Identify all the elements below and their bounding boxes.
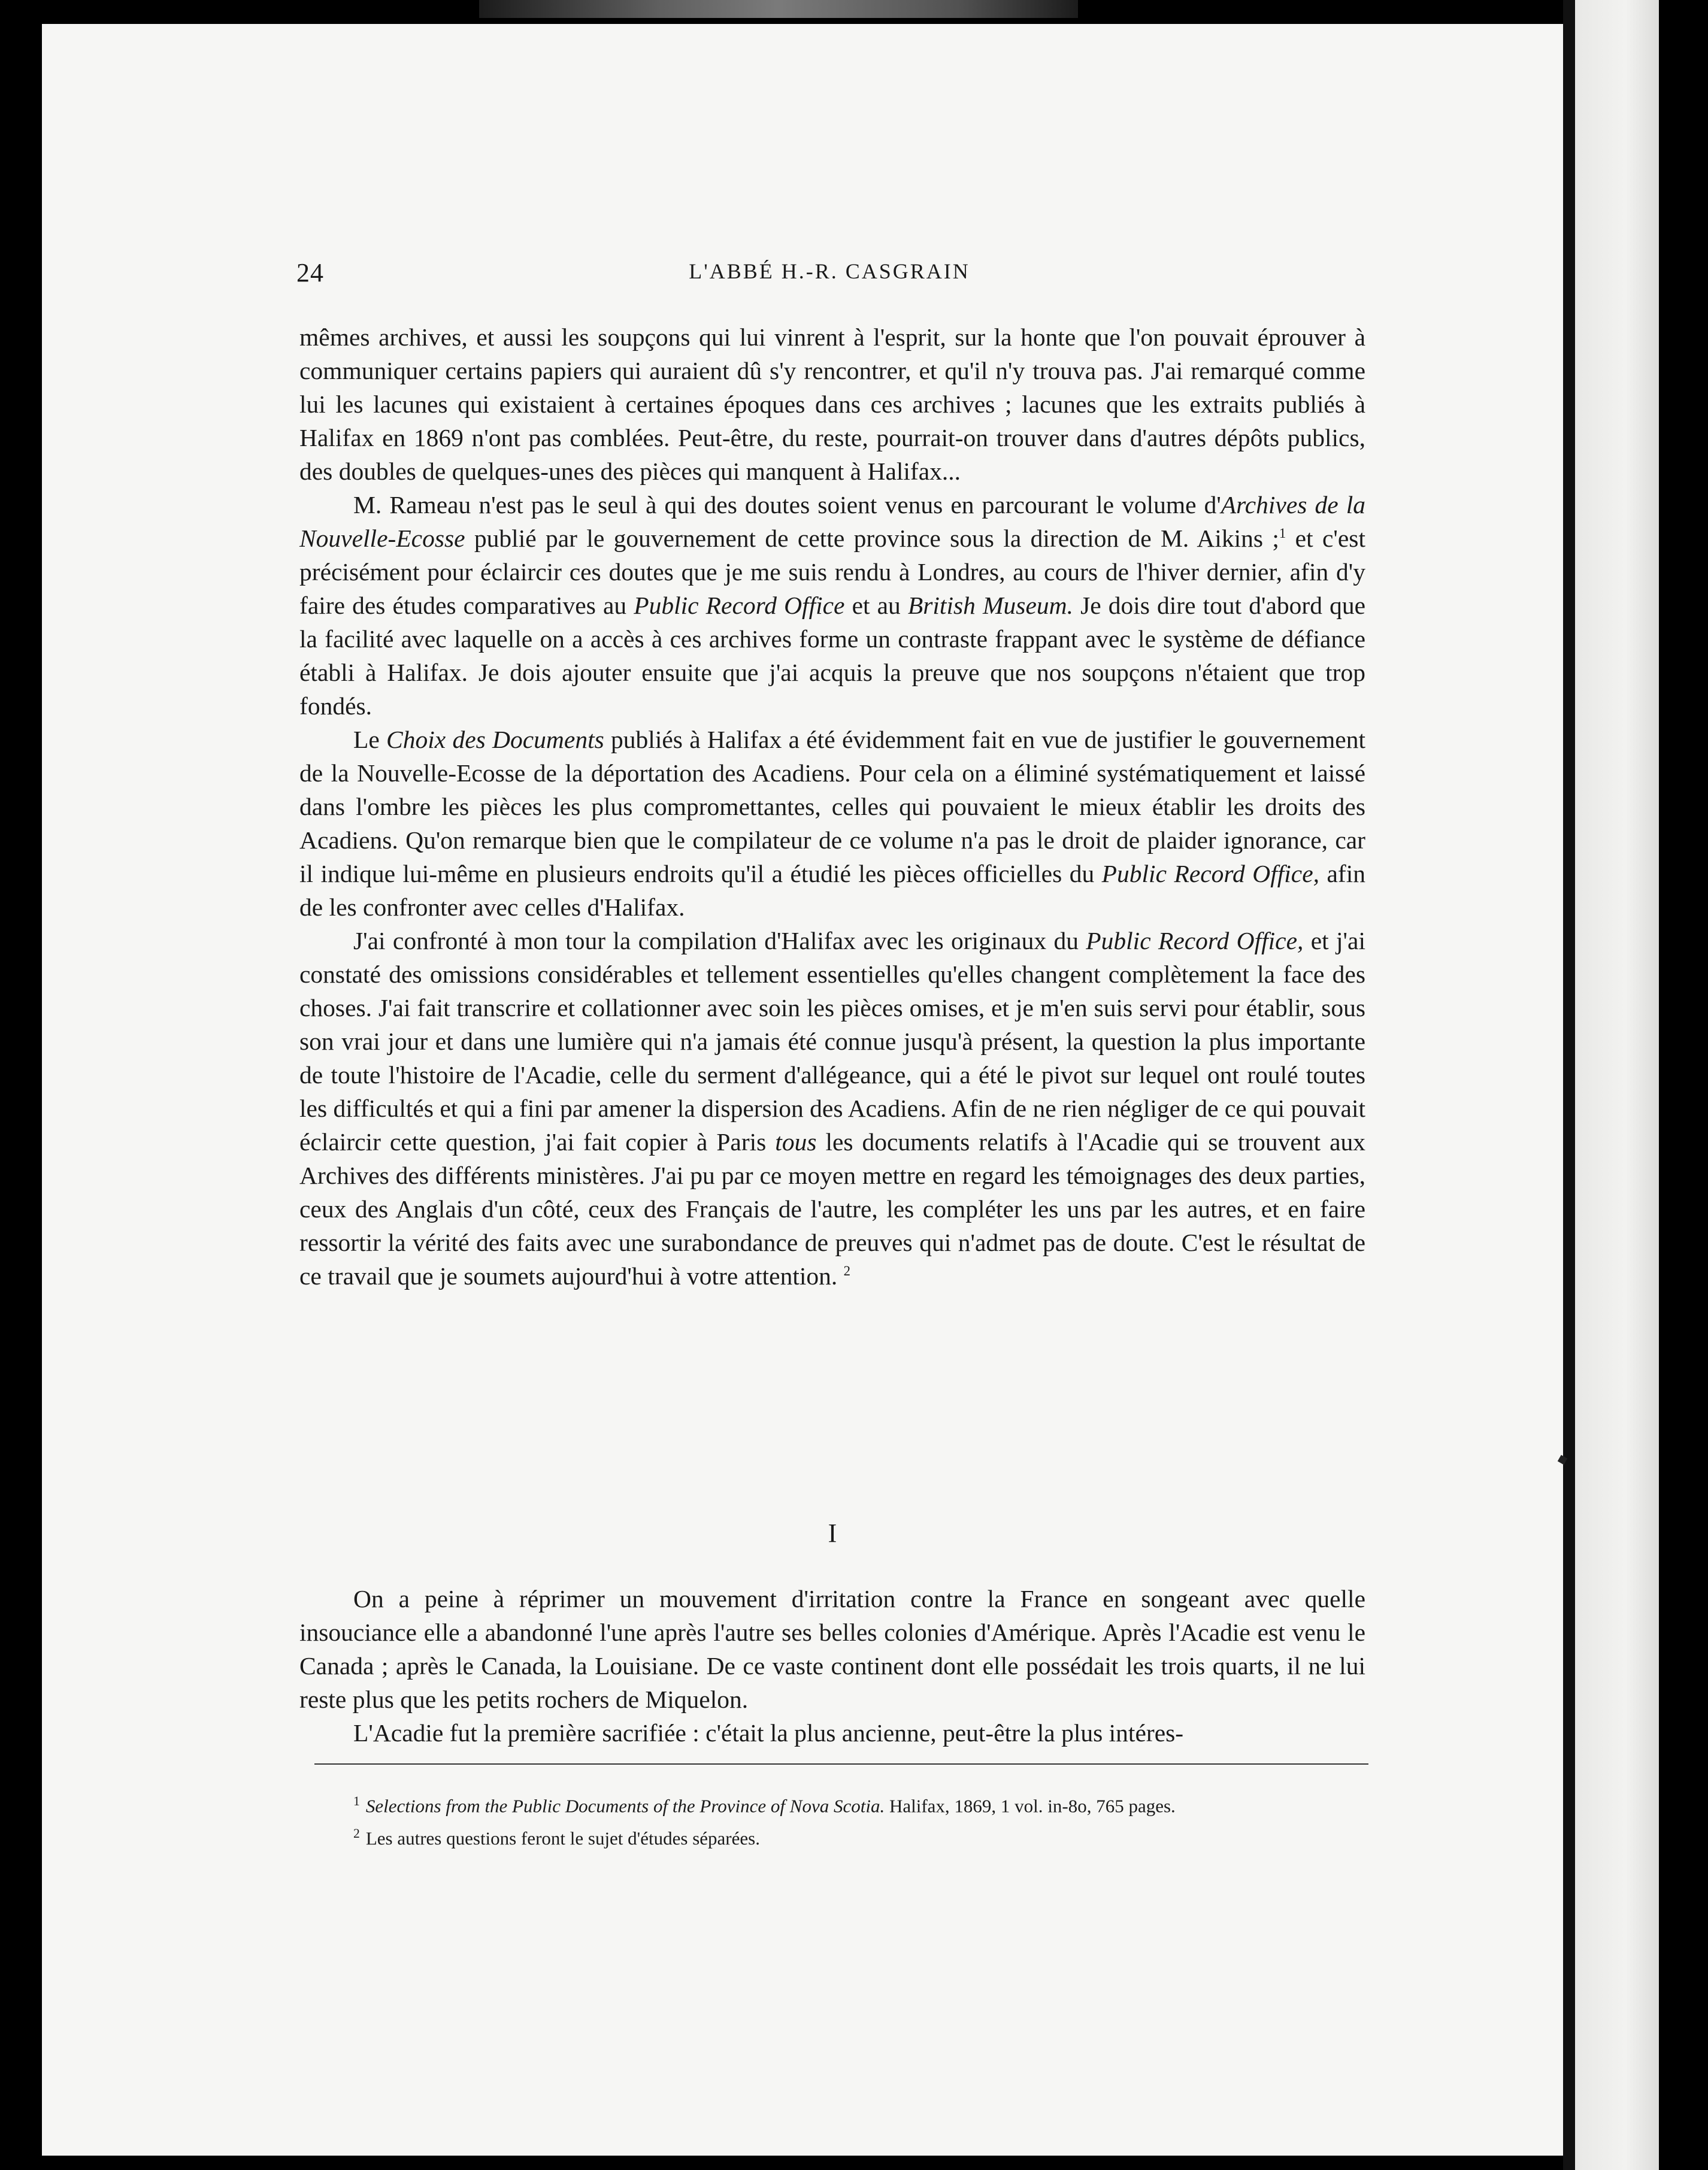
running-title: L'ABBÉ H.-R. CASGRAIN — [689, 259, 970, 283]
section-heading: I — [828, 1519, 837, 1548]
footnote-ref-2[interactable]: 2 — [843, 1263, 851, 1279]
footnote-2 — [353, 1820, 1371, 1852]
page-number: 24 — [296, 258, 324, 287]
footnotes — [353, 1787, 1371, 1853]
italic-title: Public Record Office, — [1101, 860, 1320, 887]
section-paragraph-2: L'Acadie fut la première sacrifiée : c'était la plus ancienne, peut-être la plus intéres- — [353, 1719, 1184, 1747]
main-text — [299, 320, 1365, 1293]
italic-title: Public Record Office, — [1086, 927, 1304, 954]
italic-title: Public Record Office — [634, 592, 845, 619]
section-text — [299, 1582, 1365, 1750]
text-run: les documents relatifs à l'Acadie qui se trouvent aux Archives des différents ministères. J'ai pu par ce moyen mettre en regard les témoignages des deux parties, ceux des Anglais d'un côté, ceux des Français de l'autre, les compléter les uns par les autres, et en faire ressortir la vérité des faits avec une surabondance de preuves qui n'admet pas de doute. C'est le résultat de ce travail que je soumets aujourd'hui à votre attention. — [299, 1128, 1366, 1290]
footnote-marker: 2 — [353, 1826, 360, 1841]
paragraph-1 — [299, 320, 1365, 488]
paragraph-3 — [299, 723, 1365, 924]
italic-word: tous — [775, 1128, 817, 1156]
paragraph-1-text: mêmes archives, et aussi les soupçons qui lui vinrent à l'esprit, sur la honte que l'on pouvait éprouver à communiquer certains papiers qui auraient dû s'y rencontrer, et qu'il n'y trouva pas. J'ai remarqué comme lui les lacunes qui existaient à certaines époques dans ces archives ; lacunes que les extraits publiés à Halifax en 1869 n'ont pas comblées. Peut-être, du reste, pourrait-on trouver dans d'autres dépôts publics, des doubles de quelques-unes des pièces qui manquent à Halifax... — [299, 323, 1365, 485]
footnote-title: Selections from the Public Documents of the Province of Nova Scotia. — [365, 1795, 885, 1817]
text-run: et j'ai constaté des omissions considérables et tellement essentielles qu'elles changent complètement la face des choses. J'ai fait transcrire et collationner avec soin les pièces omises, et je m'en suis servi pour établir, sous son vrai jour et dans une lumière qui n'a jamais été connue jusqu'à présent, la question la plus importante de toute l'histoire de l'Acadie, celle du serment d'allégeance, qui a été le pivot sur lequel ont roulé toutes les difficultés et qui a fini par amener la dispersion des Acadiens. Afin de ne rien négliger de ce qui pouvait éclaircir cette question, j'ai fait copier à Paris — [299, 927, 1365, 1156]
text-run: et au — [844, 592, 908, 619]
section-paragraph-1: On a peine à réprimer un mouvement d'irritation contre la France en songeant avec quelle insouciance elle a abandonné l'une après l'autre ses belles colonies d'Amérique. Après l'Acadie est venu le Canada ; après le Canada, la Louisiane. De ce vaste continent dont elle possédait les trois quarts, il ne lui reste plus que les petits rochers de Miquelon. — [299, 1585, 1365, 1713]
footnote-ref-1[interactable]: 1 — [1279, 526, 1286, 541]
footnote-text: Halifax, 1869, 1 vol. in-8o, 765 pages. — [885, 1795, 1176, 1817]
text-run: afin de les confronter avec celles d'Halifax. — [299, 860, 1366, 921]
footnote-marker: 1 — [353, 1794, 360, 1808]
text-run: et c'est précisément pour éclaircir ces doutes que je me suis rendu à Londres, au cours de l'hiver dernier, afin d'y faire des études comparatives au — [299, 525, 1365, 619]
paragraph-4 — [299, 924, 1365, 1293]
scan-top-edge — [479, 0, 1078, 18]
italic-title: Archives de la Nouvelle-Ecosse — [299, 491, 1365, 552]
page-gutter — [1563, 0, 1575, 2170]
text-run: publiés à Halifax a été évidemment fait en vue de justifier le gouvernement de la Nouvelle-Ecosse de la déportation des Acadiens. Pour cela on a éliminé systématiquement et laissé dans l'ombre les pièces les plus compromettantes, celles qui pouvaient le mieux établir les droits des Acadiens. Qu'on remarque bien que le compilateur de ce volume n'a pas le droit de plaider ignorance, car il indique lui-même en plusieurs endroits qu'il a étudié les pièces officielles du — [299, 726, 1365, 887]
footnote-1 — [353, 1787, 1371, 1820]
running-head — [296, 257, 1362, 293]
adjacent-page-edge — [1575, 0, 1659, 2170]
text-run: Le — [353, 726, 387, 753]
text-run: Je dois dire tout d'abord que la facilité avec laquelle on a accès à ces archives forme un contraste frappant avec le système de défiance établi à Halifax. Je dois ajouter ensuite que j'ai acquis la preuve que nos soupçons n'étaient que trop fondés. — [299, 592, 1366, 720]
text-run: publié par le gouvernement de cette province sous la direction de M. Aikins ; — [465, 525, 1279, 552]
italic-title: British Museum. — [907, 592, 1073, 619]
footnote-text: Les autres questions feront le sujet d'études séparées. — [365, 1827, 760, 1849]
text-run: J'ai confronté à mon tour la compilation d'Halifax avec les originaux du — [353, 927, 1086, 954]
text-run: M. Rameau n'est pas le seul à qui des doutes soient venus en parcourant le volume d' — [353, 491, 1221, 519]
footnote-rule — [314, 1763, 1368, 1765]
paragraph-2 — [299, 488, 1365, 723]
italic-title: Choix des Documents — [386, 726, 604, 753]
